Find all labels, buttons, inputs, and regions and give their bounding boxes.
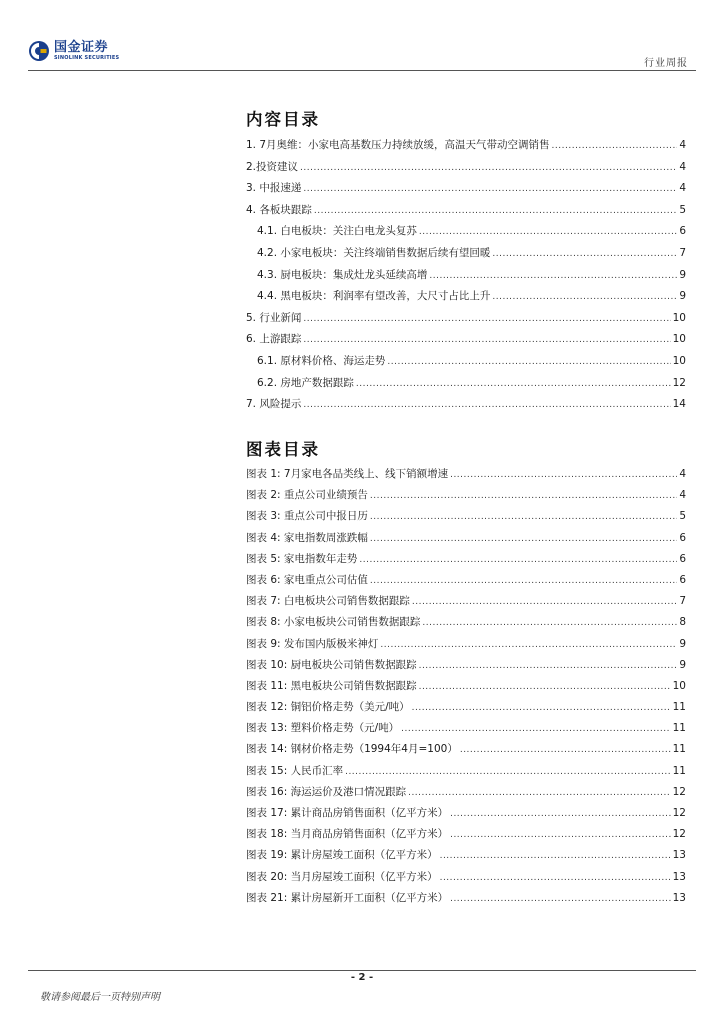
figures-title: 图表目录 <box>246 440 320 459</box>
contents-entry-title: 7. 风险提示 <box>246 398 302 411</box>
dot-leader <box>440 846 671 867</box>
figure-entry-title: 图表 14: 钢材价格走势（1994年4月=100） <box>246 743 458 756</box>
disclaimer: 敬请参阅最后一页特别声明 <box>40 992 160 1003</box>
sinolink-logo-icon <box>28 40 50 62</box>
contents-entry-page: 7 <box>679 246 686 259</box>
contents-entry[interactable] <box>246 200 686 222</box>
figure-entry-page: 13 <box>672 849 686 862</box>
figures-list <box>246 464 686 909</box>
figure-entry-page: 11 <box>672 722 686 735</box>
figure-entry-page: 4 <box>679 468 686 480</box>
contents-entry[interactable] <box>246 394 686 416</box>
contents-entry[interactable] <box>246 286 686 308</box>
figure-entry-page: 5 <box>679 510 686 523</box>
figure-entry[interactable] <box>246 549 686 570</box>
dot-leader <box>387 352 670 374</box>
contents-entry[interactable] <box>246 157 686 179</box>
figure-entry-title: 图表 3: 重点公司中报日历 <box>246 510 368 523</box>
contents-entry[interactable] <box>246 221 686 243</box>
dot-leader <box>303 330 670 352</box>
dot-leader <box>552 136 678 158</box>
contents-entry-title: 4.1. 白电板块：关注白电龙头复苏 <box>257 225 417 238</box>
contents-entry[interactable] <box>246 178 686 200</box>
figure-entry[interactable] <box>246 634 686 655</box>
footer-divider <box>28 970 696 971</box>
figure-entry-title: 图表 10: 厨电板块公司销售数据跟踪 <box>246 658 417 671</box>
dot-leader <box>412 698 671 719</box>
contents-entry-page: 14 <box>672 398 686 411</box>
figure-entry-title: 图表 19: 累计房屋竣工面积（亿平方米） <box>246 849 438 862</box>
dot-leader <box>303 309 670 331</box>
contents-entry-page: 9 <box>679 290 686 303</box>
figure-entry-page: 12 <box>672 828 686 841</box>
figure-entry-page: 6 <box>679 531 686 544</box>
figure-entry-page: 12 <box>672 807 686 819</box>
contents-entry-page: 4 <box>679 139 686 151</box>
dot-leader <box>401 719 671 740</box>
figure-entry-title: 图表 9: 发布国内版极米神灯 <box>246 637 379 650</box>
dot-leader <box>460 740 671 761</box>
contents-entry-title: 4.4. 黑电板块：利润率有望改善，大尺寸占比上升 <box>257 290 491 303</box>
contents-entry-title: 1. 7月奥维：小家电高基数压力持续放缓，高温天气带动空调销售 <box>246 139 550 151</box>
figure-entry[interactable] <box>246 570 686 591</box>
brand-logo <box>28 40 119 62</box>
figure-entry-title: 图表 21: 累计房屋新开工面积（亿平方米） <box>246 891 449 904</box>
dot-leader <box>370 486 677 507</box>
contents-entry-title: 6.2. 房地产数据跟踪 <box>257 376 354 389</box>
figure-entry-page: 9 <box>679 637 686 650</box>
contents-entry-page: 5 <box>679 203 686 216</box>
dot-leader <box>345 762 671 783</box>
figure-entry-page: 6 <box>679 573 686 586</box>
figure-entry-page: 4 <box>679 489 686 502</box>
contents-entry[interactable] <box>246 243 686 265</box>
dot-leader <box>359 550 677 571</box>
dot-leader <box>419 222 677 244</box>
contents-entry-page: 4 <box>679 182 686 195</box>
figure-entry-title: 图表 18: 当月商品房销售面积（亿平方米） <box>246 828 449 841</box>
dot-leader <box>492 287 677 309</box>
page-header <box>28 40 696 70</box>
dot-leader <box>450 825 671 846</box>
figure-entry-title: 图表 20: 当月房屋竣工面积（亿平方米） <box>246 870 438 883</box>
figure-entry-title: 图表 6: 家电重点公司估值 <box>246 573 368 586</box>
dot-leader <box>356 374 671 396</box>
figure-entry[interactable] <box>246 528 686 549</box>
page-number: - 2 - <box>350 972 374 983</box>
contents-entry-page: 10 <box>672 333 686 346</box>
contents-entry[interactable] <box>246 329 686 351</box>
dot-leader <box>303 395 670 417</box>
figure-entry[interactable] <box>246 697 686 718</box>
figure-entry-title: 图表 13: 塑料价格走势（元/吨） <box>246 722 400 735</box>
dot-leader <box>492 244 677 266</box>
contents-entry-title: 4. 各板块跟踪 <box>246 203 312 216</box>
header-divider <box>28 70 696 71</box>
figure-entry[interactable] <box>246 867 686 888</box>
contents-entry-title: 6. 上游跟踪 <box>246 333 302 346</box>
figure-entry-title: 图表 7: 白电板块公司销售数据跟踪 <box>246 595 410 608</box>
figure-entry-page: 13 <box>672 891 686 904</box>
dot-leader <box>450 889 671 910</box>
contents-entry-page: 12 <box>672 376 686 389</box>
figure-entry-page: 11 <box>672 743 686 756</box>
figure-entry-page: 11 <box>672 701 686 714</box>
brand-name-cn: 国金证券 <box>54 39 109 55</box>
figure-entry-title: 图表 4: 家电指数周涨跌幅 <box>246 531 368 544</box>
dot-leader <box>314 201 677 223</box>
contents-entry-title: 5. 行业新闻 <box>246 311 302 324</box>
dot-leader <box>419 656 678 677</box>
dot-leader <box>422 613 677 634</box>
figure-entry-page: 12 <box>672 785 686 798</box>
figure-entry-page: 10 <box>672 679 686 692</box>
figure-entry-title: 图表 11: 黑电板块公司销售数据跟踪 <box>246 679 417 692</box>
figure-entry-title: 图表 5: 家电指数年走势 <box>246 552 358 565</box>
figure-entry[interactable] <box>246 464 686 485</box>
figure-entry-title: 图表 16: 海运运价及港口情况跟踪 <box>246 785 407 798</box>
figure-entry-title: 图表 15: 人民币汇率 <box>246 764 344 777</box>
dot-leader <box>300 158 677 180</box>
contents-entry-page: 4 <box>679 160 686 173</box>
dot-leader <box>419 677 671 698</box>
figure-entry[interactable] <box>246 824 686 845</box>
figure-entry[interactable] <box>246 655 686 676</box>
figure-entry[interactable] <box>246 612 686 633</box>
contents-entry-title: 3. 中报速递 <box>246 182 302 195</box>
dot-leader <box>370 507 677 528</box>
figure-entry[interactable] <box>246 676 686 697</box>
contents-entry-title: 6.1. 原材料价格、海运走势 <box>257 354 386 367</box>
dot-leader <box>412 592 677 613</box>
contents-entry-page: 6 <box>679 225 686 238</box>
dot-leader <box>450 465 677 486</box>
contents-entry-title: 4.3. 厨电板块：集成灶龙头延续高增 <box>257 268 428 281</box>
figure-entry[interactable] <box>246 506 686 527</box>
figure-entry[interactable] <box>246 739 686 760</box>
figure-entry[interactable] <box>246 888 686 909</box>
dot-leader <box>429 266 677 288</box>
figure-entry-page: 6 <box>679 552 686 565</box>
dot-leader <box>440 868 671 889</box>
contents-entry-page: 9 <box>679 268 686 281</box>
figure-entry[interactable] <box>246 761 686 782</box>
contents-entry-page: 10 <box>672 311 686 324</box>
figure-entry[interactable] <box>246 845 686 866</box>
figure-entry-title: 图表 2: 重点公司业绩预告 <box>246 489 368 502</box>
dot-leader <box>370 529 677 550</box>
figure-entry[interactable] <box>246 718 686 739</box>
figure-entry-title: 图表 1: 7月家电各品类线上、线下销额增速 <box>246 468 449 480</box>
contents-entry-title: 2.投资建议 <box>246 160 299 173</box>
contents-entry[interactable] <box>246 308 686 330</box>
figure-entry[interactable] <box>246 485 686 506</box>
dot-leader <box>303 179 677 201</box>
dot-leader <box>408 783 671 804</box>
figure-entry-page: 9 <box>679 658 686 671</box>
contents-list <box>246 135 686 416</box>
contents-entry-title: 4.2. 小家电板块：关注终端销售数据后续有望回暖 <box>257 246 491 259</box>
contents-entry[interactable] <box>246 135 686 157</box>
figure-entry[interactable] <box>246 591 686 612</box>
figure-entry-page: 11 <box>672 764 686 777</box>
figure-entry[interactable] <box>246 803 686 824</box>
contents-entry-page: 10 <box>672 354 686 367</box>
figure-entry-title: 图表 17: 累计商品房销售面积（亿平方米） <box>246 807 449 819</box>
dot-leader <box>370 571 677 592</box>
contents-entry[interactable] <box>246 373 686 395</box>
figure-entry-page: 8 <box>679 616 686 629</box>
figure-entry-title: 图表 12: 铜铝价格走势（美元/吨） <box>246 701 410 714</box>
contents-title: 内容目录 <box>246 110 320 129</box>
contents-entry[interactable] <box>246 351 686 373</box>
contents-entry[interactable] <box>246 265 686 287</box>
report-type: 行业周报 <box>644 58 688 69</box>
figure-entry-page: 7 <box>679 595 686 608</box>
brand-name-en: SINOLINK SECURITIES <box>54 54 120 61</box>
dot-leader <box>450 804 671 825</box>
figure-entry-title: 图表 8: 小家电板块公司销售数据跟踪 <box>246 616 421 629</box>
dot-leader <box>380 635 677 656</box>
figure-entry[interactable] <box>246 782 686 803</box>
figure-entry-page: 13 <box>672 870 686 883</box>
